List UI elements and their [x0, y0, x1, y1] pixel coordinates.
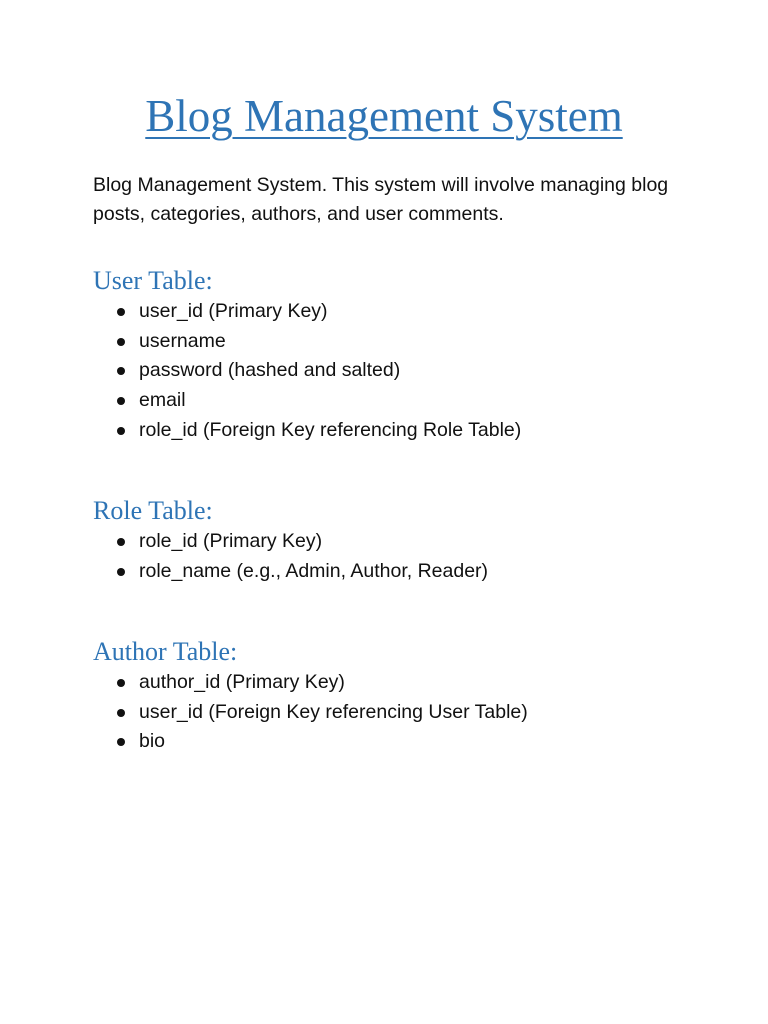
field-item [93, 356, 693, 386]
document-title: Blog Management System [145, 91, 623, 141]
field-text: user_id (Primary Key) [139, 300, 328, 322]
role-table-field-list [93, 527, 693, 586]
author-table-section [93, 636, 693, 757]
field-item [93, 698, 693, 728]
field-text: role_id (Foreign Key referencing Role Table) [139, 418, 522, 441]
bullet-icon [117, 538, 125, 546]
role-table-section [93, 495, 693, 586]
bullet-icon [117, 367, 125, 375]
field-text: username [139, 329, 226, 352]
bullet-icon [117, 338, 125, 346]
field-text: bio [139, 730, 166, 753]
field-item [93, 297, 693, 327]
author-table-heading: Author Table: [93, 637, 238, 666]
field-item [93, 386, 693, 416]
author-table-field-list [93, 668, 693, 757]
field-text: password (hashed and salted) [139, 359, 401, 382]
bullet-icon [117, 568, 125, 576]
field-item [93, 327, 693, 357]
bullet-icon [117, 738, 125, 746]
user-table-section [93, 265, 693, 446]
bullet-icon [117, 679, 125, 687]
intro-paragraph: Blog Management System. This system will involve managing blog posts, categories, authors, and user comments. [93, 174, 669, 225]
bullet-icon [117, 709, 125, 717]
field-item [93, 727, 693, 757]
field-item [93, 416, 693, 446]
field-text: email [139, 389, 186, 412]
role-table-heading: Role Table: [93, 496, 213, 525]
field-item [93, 557, 693, 587]
field-text: role_id (Primary Key) [139, 530, 323, 552]
bullet-icon [117, 397, 125, 405]
field-text: author_id (Primary Key) [139, 671, 345, 693]
user-table-field-list [93, 297, 693, 446]
field-text: user_id (Foreign Key referencing User Table) [139, 700, 528, 723]
field-item [93, 527, 693, 557]
user-table-heading: User Table: [93, 266, 213, 295]
field-item [93, 668, 693, 698]
bullet-icon [117, 427, 125, 435]
bullet-icon [117, 308, 125, 316]
field-text: role_name (e.g., Admin, Author, Reader) [139, 559, 489, 582]
